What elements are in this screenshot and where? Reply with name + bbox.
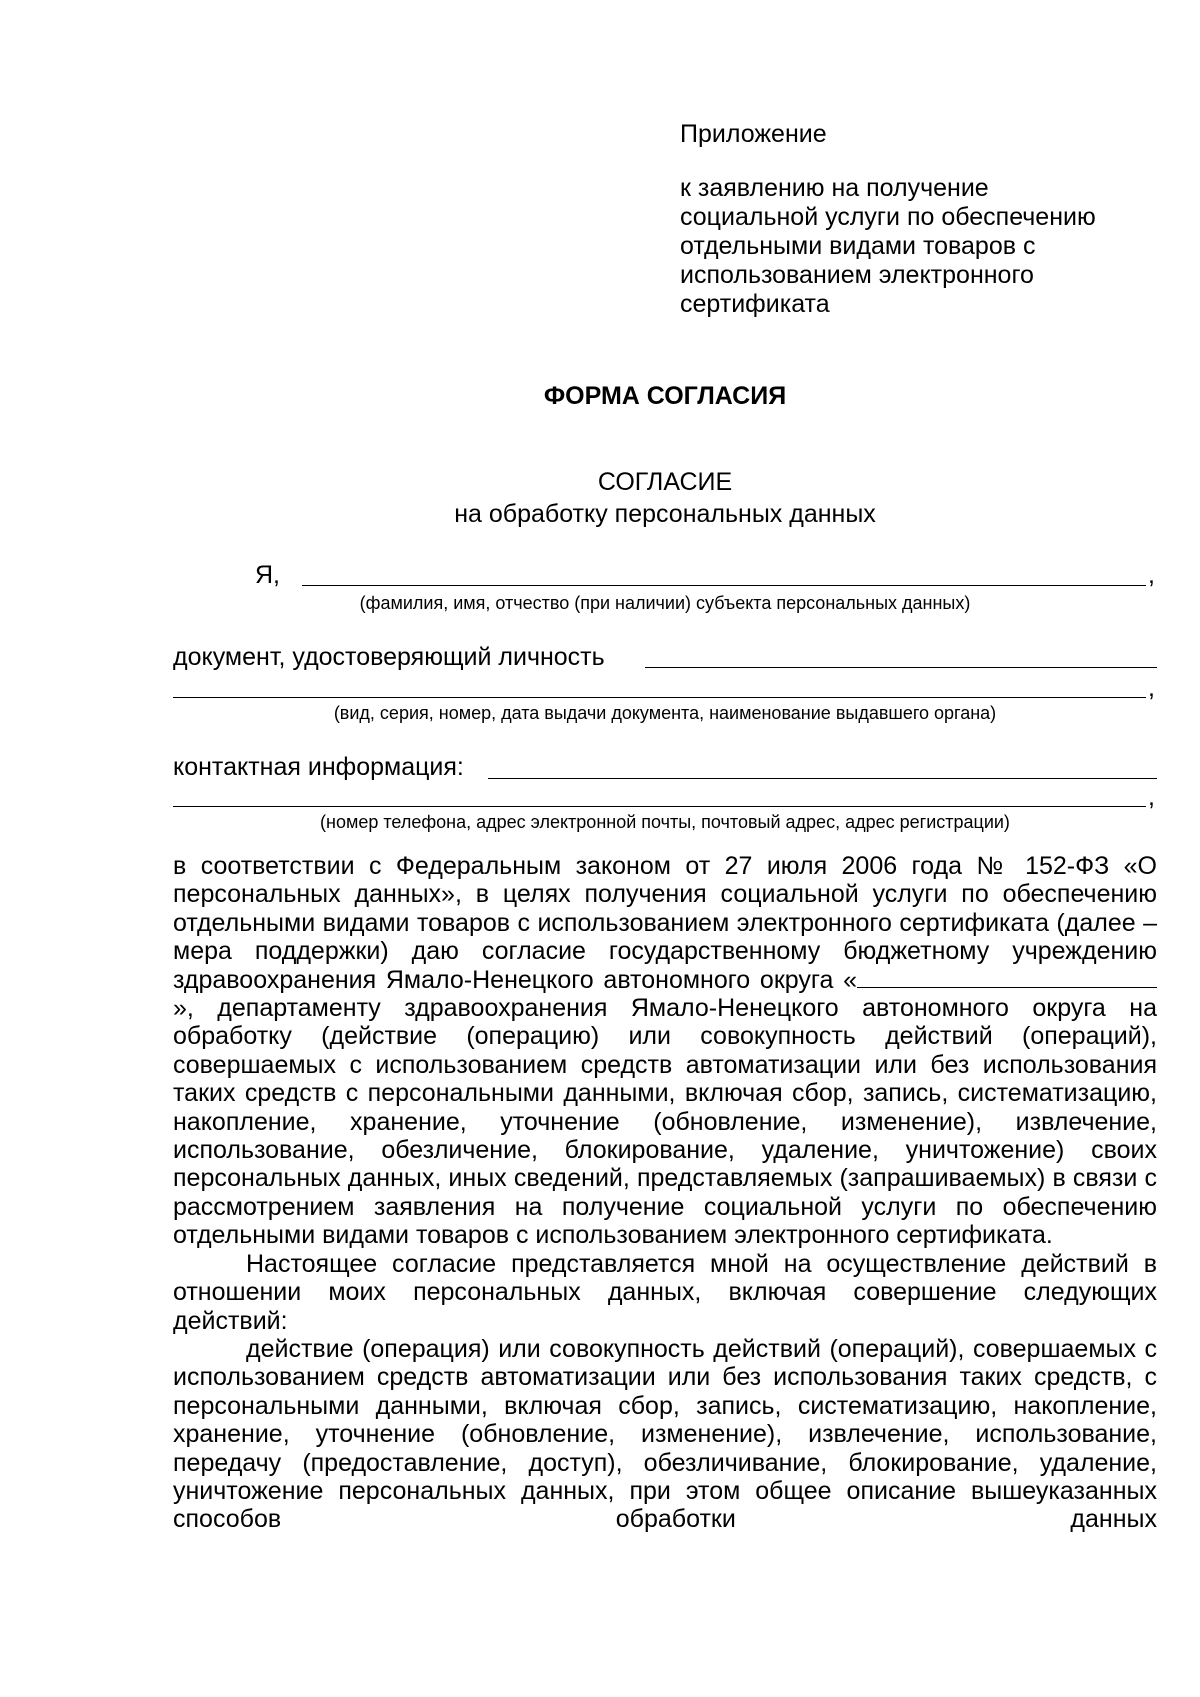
document-field[interactable] [645, 667, 1157, 668]
document-field-continuation[interactable] [173, 697, 1146, 698]
consent-heading [0, 466, 1200, 530]
consent-title: СОГЛАСИЕ [597, 468, 733, 496]
paragraph-text: в соответствии с Федеральным законом от 27 июля 2006 года № 152-ФЗ «О персональных данных», в целях получения социальной услуги по обеспечению отдельными видами товаров с использованием электронного сертификата (далее – мера поддержки) даю согласие государственному бюджетному учреждению здравоохранения Ямало-Ненецкого автономного округа « [173, 852, 1157, 994]
document-label: документ, удостоверяющий личность [173, 643, 605, 671]
form-title: ФОРМА СОГЛАСИЯ [543, 382, 787, 410]
appendix-line: социальной услуги по обеспечению [680, 203, 1096, 231]
consent-paragraph-1 [173, 852, 1157, 1250]
contact-label: контактная информация: [173, 753, 464, 781]
appendix-line: сертификата [680, 290, 830, 318]
name-label: Я, [255, 561, 280, 589]
paragraph-text: », департаменту здравоохранения Ямало-Ненецкого автономного округа на обработку (действие (операцию) или совокупность действий (операций), совершаемых с использованием средств автоматизации или без использования таких средств с персональными данными, включая сбор, запись, систематизацию, накопление, хранение, уточнение (обновление, изменение), извлечение, использование, обезличение, блокирование, удаление, уничтожение) своих персональных данных, иных сведений, представляемых (запрашиваемых) в связи с рассмотрением заявления на получение социальной услуги по обеспечению отдельными видами товаров с использованием электронного сертификата. [173, 994, 1157, 1250]
contact-field[interactable] [488, 778, 1157, 779]
appendix-line: использованием электронного [680, 261, 1034, 289]
consent-body [173, 852, 1157, 1534]
institution-name-field[interactable] [857, 969, 1157, 988]
name-hint: (фамилия, имя, отчество (при наличии) субъекта персональных данных) [359, 593, 971, 613]
document-comma: , [1148, 674, 1155, 702]
consent-paragraph-2: Настоящее согласие представляется мной на осуществление действий в отношении моих персональных данных, включая совершение следующих действий: [173, 1249, 1157, 1335]
consent-subtitle: на обработку персональных данных [454, 500, 876, 528]
consent-paragraph-3: действие (операция) или совокупность действий (операций), совершаемых с использованием средств автоматизации или без использования таких средств, с персональными данными, включая сбор, запись, систематизацию, накопление, хранение, уточнение (обновление, изменение), извлечение, использование, передачу (предоставление, доступ), обезличивание, блокирование, удаление, уничтожение персональных данных, при этом общее описание вышеуказанных способов обработки данных [173, 1334, 1157, 1534]
name-comma: , [1148, 561, 1155, 589]
contact-comma: , [1148, 783, 1155, 811]
name-field[interactable] [302, 585, 1146, 586]
appendix-line: к заявлению на получение [680, 174, 989, 202]
appendix-title: Приложение [680, 120, 827, 148]
appendix-header [680, 120, 1140, 319]
contact-hint: (номер телефона, адрес электронной почты, почтовый адрес, адрес регистрации) [320, 812, 1010, 832]
document-hint: (вид, серия, номер, дата выдачи документа, наименование выдавшего органа) [333, 703, 997, 723]
appendix-line: отдельными видами товаров с [680, 232, 1036, 260]
contact-field-continuation[interactable] [173, 806, 1146, 807]
